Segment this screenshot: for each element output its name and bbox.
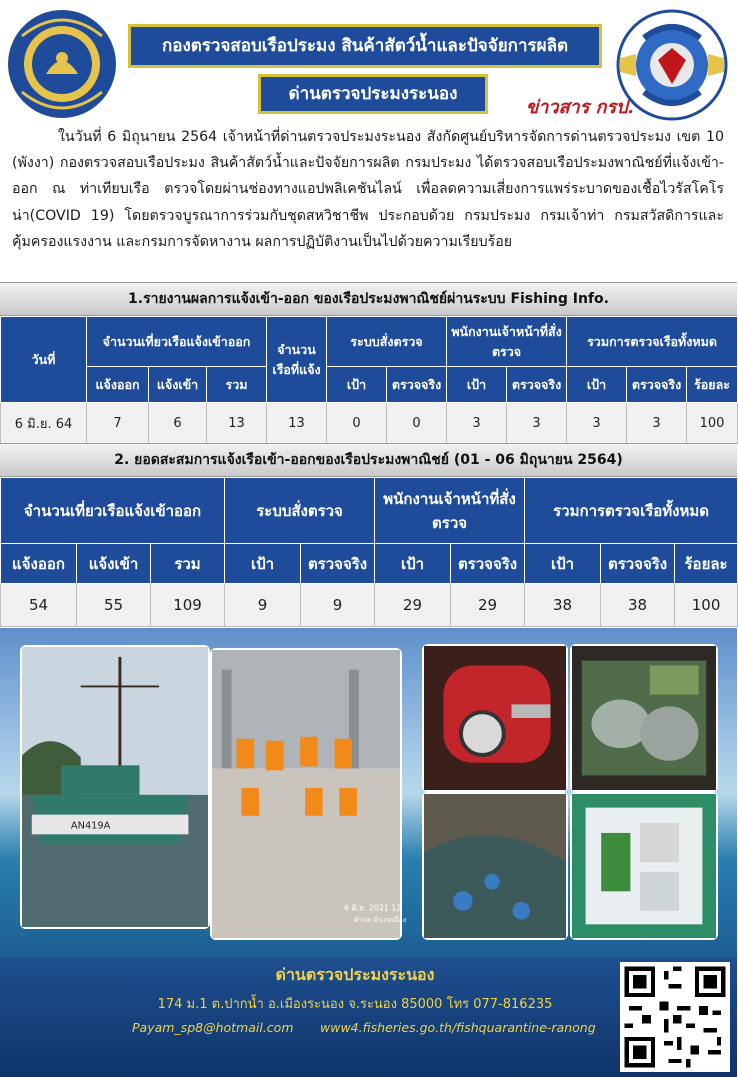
cell-out: 54	[1, 584, 77, 627]
header-total-target: เป้า	[567, 367, 627, 403]
header-percent: ร้อยละ	[687, 367, 738, 403]
header-out: แจ้งออก	[1, 544, 77, 584]
header-trips: จำนวนเที่ยวเรือแจ้งเข้าออก	[87, 317, 267, 367]
cumulative-report-table	[0, 477, 738, 627]
news-tag: ข่าวสาร กรป.	[526, 97, 634, 118]
cell-system-actual: 9	[301, 584, 375, 627]
checkpoint-title: ด่านตรวจประมงระนอง	[258, 74, 488, 114]
footer-website[interactable]: www4.fisheries.go.th/fishquarantine-ranong	[320, 1020, 596, 1035]
header-sum: รวม	[207, 367, 267, 403]
cell-total-actual: 38	[601, 584, 675, 627]
header-total: รวมการตรวจเรือทั้งหมด	[525, 478, 738, 544]
cell-total-target: 3	[567, 403, 627, 444]
cell-percent: 100	[675, 584, 738, 627]
inspection-team-photo	[210, 648, 407, 940]
header-system: ระบบสั่งตรวจ	[225, 478, 375, 544]
header-officer-actual: ตรวจจริง	[507, 367, 567, 403]
header-out: แจ้งออก	[87, 367, 149, 403]
header-system-actual: ตรวจจริง	[387, 367, 447, 403]
header-system-target: เป้า	[327, 367, 387, 403]
table-row	[1, 403, 738, 444]
header	[0, 0, 737, 125]
header-total: รวมการตรวจเรือทั้งหมด	[567, 317, 738, 367]
header-officer-target: เป้า	[375, 544, 451, 584]
fishing-boat-photo	[20, 645, 210, 929]
section1-title: 1.รายงานผลการแจ้งเข้า-ออก ของเรือประมงพาณิชย์ผ่านระบบ Fishing Info.	[0, 282, 737, 316]
header-percent: ร้อยละ	[675, 544, 738, 584]
fishery-inspection-logo	[614, 8, 730, 122]
header-total-actual: ตรวจจริง	[627, 367, 687, 403]
cell-officer-target: 3	[447, 403, 507, 444]
header-system: ระบบสั่งตรวจ	[327, 317, 447, 367]
header-officer-actual: ตรวจจริง	[451, 544, 525, 584]
header-officer-target: เป้า	[447, 367, 507, 403]
photo-timestamp: 6 มิ.ย. 2021 12	[344, 903, 402, 913]
news-body: ในวันที่ 6 มิถุนายน 2564 เจ้าหน้าที่ด่านตรวจประมงระนอง สังกัดศูนย์บริหารจัดการด่านตรวจประมง เขต 10 (พังงา) กองตรวจสอบเรือประมง สินค้าสัตว์น้ำและปัจจัยการผลิต กรมประมง ได้ตรวจสอบเรือประมงพาณิชย์ที่แจ้งเข้า-ออก ณ ท่าเทียบเรือ ตรวจโดยผ่านช่องทางแอปพลิเคชันไลน์ เพื่อลดความเสี่ยงการแพร่ระบาดของเชื้อไวรัสโคโรน่า(COVID 19) โดยตรวจบูรณาการร่วมกับชุดสหวิชาชีพ ประกอบด้วย กรมประมง กรมเจ้าท่า กรมสวัสดิการและคุ้มครองแรงงาน และกรมการจัดหางาน ผลการปฏิบัติงานเป็นไปด้วยความเรียบร้อย	[12, 129, 724, 250]
table-row	[1, 584, 738, 627]
cell-sum: 109	[151, 584, 225, 627]
footer-address: 174 ม.1 ต.ปากน้ำ อ.เมืองระนอง จ.ระนอง 85000 โทร 077-816235	[157, 997, 553, 1012]
cell-in: 6	[149, 403, 207, 444]
cell-system-target: 0	[327, 403, 387, 444]
cell-sum: 13	[207, 403, 267, 444]
header-system-target: เป้า	[225, 544, 301, 584]
cell-in: 55	[77, 584, 151, 627]
cell-officer-target: 29	[375, 584, 451, 627]
header-officer: พนักงานเจ้าหน้าที่สั่งตรวจ	[447, 317, 567, 367]
header-boats	[267, 317, 327, 403]
header-boats-line1: จำนวน	[277, 341, 316, 357]
fire-extinguisher-photo	[422, 644, 568, 792]
header-total-target: เป้า	[525, 544, 601, 584]
photo-collage	[0, 628, 737, 958]
header-in: แจ้งเข้า	[77, 544, 151, 584]
office-title: กองตรวจสอบเรือประมง สินค้าสัตว์น้ำและปัจจัยการผลิต	[128, 24, 602, 68]
header-system-actual: ตรวจจริง	[301, 544, 375, 584]
first-aid-kit-photo	[570, 792, 718, 940]
fishing-net-photo	[422, 792, 568, 940]
qr-code	[620, 962, 730, 1072]
news-paragraph	[12, 124, 724, 255]
department-of-fisheries-logo	[6, 8, 118, 120]
cell-officer-actual: 3	[507, 403, 567, 444]
header-date: วันที่	[1, 317, 87, 403]
footer	[0, 958, 737, 1077]
cell-system-actual: 0	[387, 403, 447, 444]
cell-officer-actual: 29	[451, 584, 525, 627]
catch-basket-photo	[570, 644, 718, 792]
section2-title: 2. ยอดสะสมการแจ้งเรือเข้า-ออกของเรือประมงพาณิชย์ (01 - 06 มิถุนายน 2564)	[0, 443, 737, 477]
header-boats-line2: เรือที่แจ้ง	[272, 361, 321, 377]
boat-registration-label: AN419A	[70, 820, 111, 832]
cell-total-actual: 3	[627, 403, 687, 444]
header-sum: รวม	[151, 544, 225, 584]
header-total-actual: ตรวจจริง	[601, 544, 675, 584]
cell-system-target: 9	[225, 584, 301, 627]
cell-percent: 100	[687, 403, 738, 444]
header-officer: พนักงานเจ้าหน้าที่สั่งตรวจ	[375, 478, 525, 544]
cell-date: 6 มิ.ย. 64	[1, 403, 87, 444]
header-trips: จำนวนเที่ยวเรือแจ้งเข้าออก	[1, 478, 225, 544]
cell-out: 7	[87, 403, 149, 444]
footer-office-name: ด่านตรวจประมงระนอง	[275, 965, 435, 984]
footer-email[interactable]: Payam_sp8@hotmail.com	[132, 1020, 294, 1035]
cell-total-target: 38	[525, 584, 601, 627]
header-in: แจ้งเข้า	[149, 367, 207, 403]
photo-location-caption: ตำบล อำเภอเมือง	[353, 916, 407, 925]
cell-boats: 13	[267, 403, 327, 444]
daily-report-table	[0, 316, 738, 444]
